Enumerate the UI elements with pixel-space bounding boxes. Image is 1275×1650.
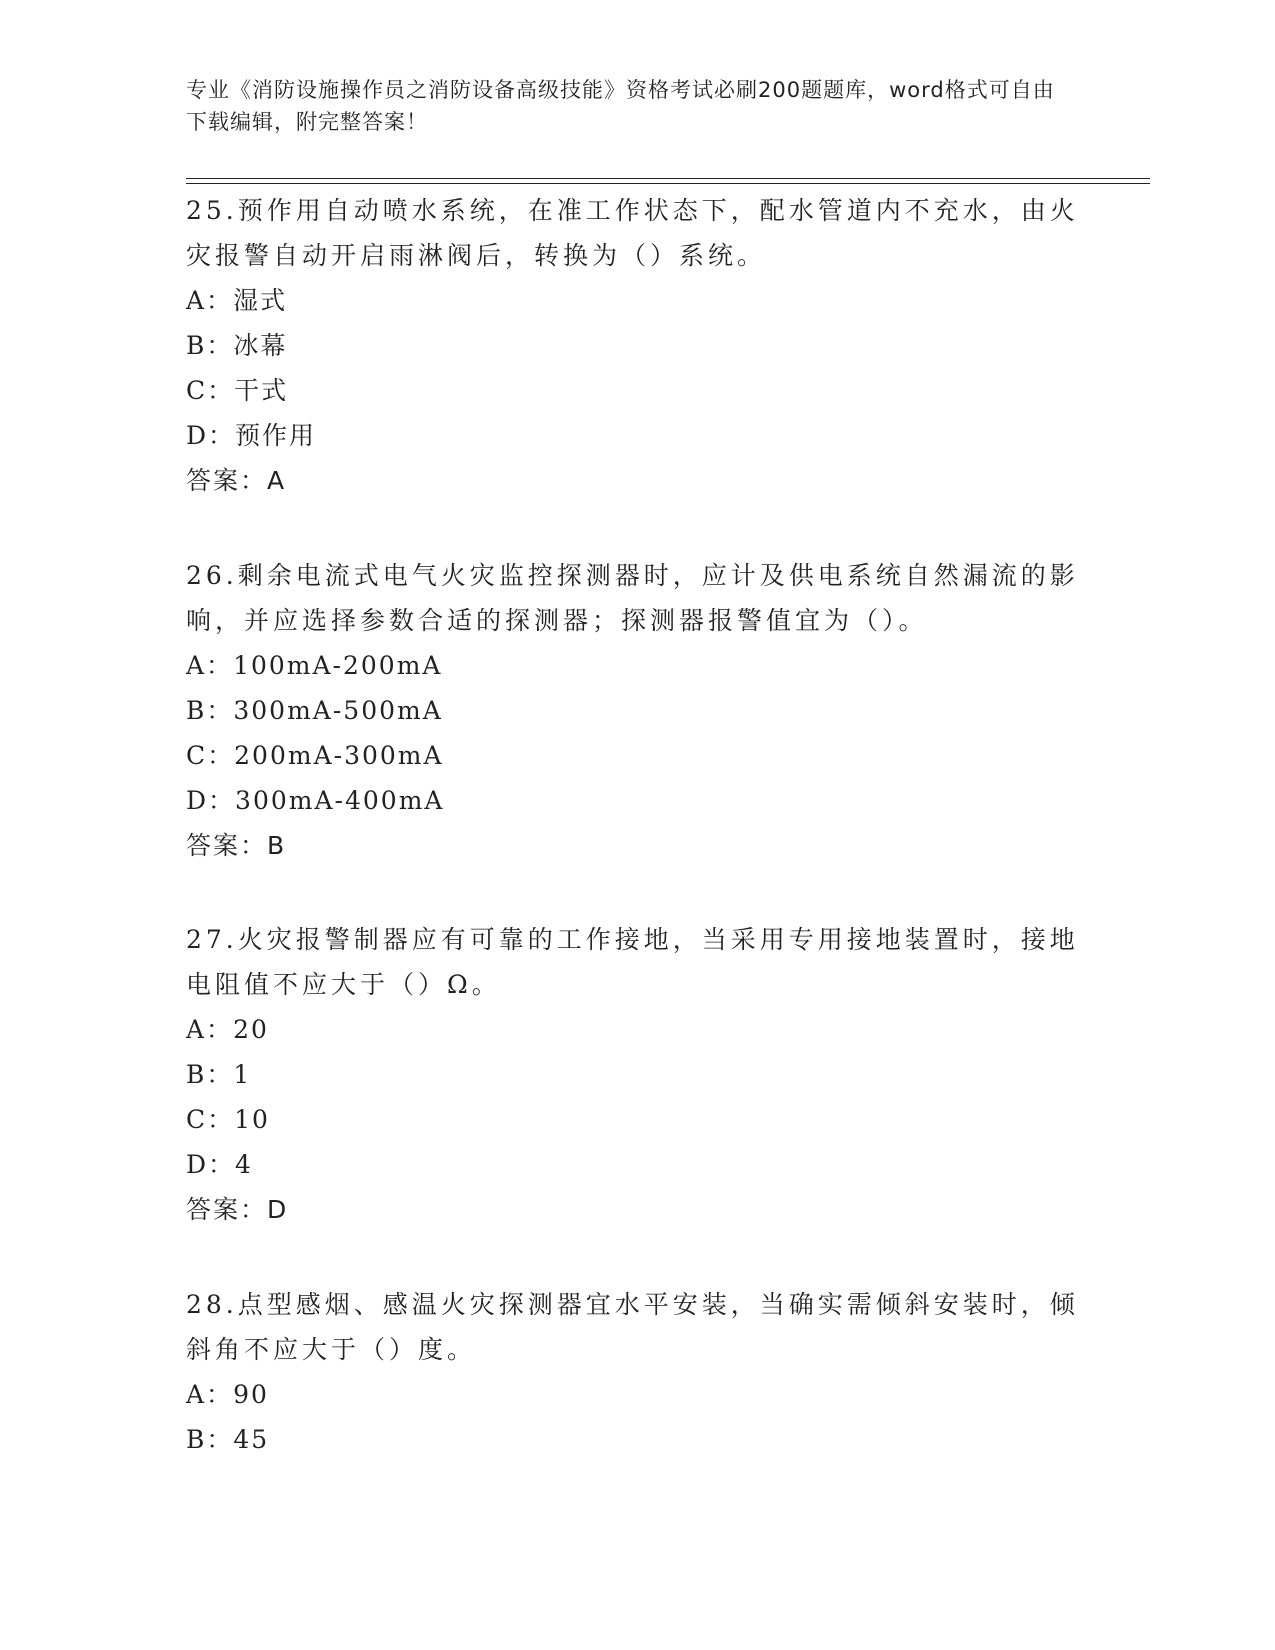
answer-label: 答案： (186, 466, 268, 495)
option-c (186, 368, 1086, 413)
option-key: C： (186, 741, 235, 770)
option-key: A： (186, 1380, 234, 1409)
option-key: D： (186, 1150, 236, 1179)
option-a (186, 278, 1086, 323)
option-d (186, 413, 1086, 458)
option-text: 预作用 (235, 421, 317, 450)
option-text: 20 (233, 1015, 269, 1044)
option-text: 4 (235, 1150, 253, 1179)
option-b (186, 323, 1086, 368)
question-28 (186, 1282, 1086, 1462)
option-text: 90 (233, 1380, 269, 1409)
option-text: 100mA-200mA (233, 651, 443, 680)
option-c (186, 733, 1086, 778)
question-stem: 27.火灾报警制器应有可靠的工作接地，当采用专用接地装置时，接地电阻值不应大于（）Ω。 (186, 925, 1079, 999)
option-key: A： (186, 286, 234, 315)
option-text: 冰幕 (233, 331, 288, 360)
option-text: 300mA-500mA (233, 696, 443, 725)
question-stem: 26.剩余电流式电气火灾监控探测器时，应计及供电系统自然漏流的影响，并应选择参数合适的探测器；探测器报警值宜为（）。 (186, 561, 1079, 635)
question-stem: 28.点型感烟、感温火灾探测器宜水平安装，当确实需倾斜安装时，倾斜角不应大于（）度。 (186, 1290, 1079, 1364)
option-key: B： (186, 1060, 234, 1089)
option-a (186, 1372, 1086, 1417)
option-text: 200mA-300mA (234, 741, 444, 770)
option-d (186, 1142, 1086, 1187)
document-header: 专业《消防设施操作员之消防设备高级技能》资格考试必刷200题题库，word格式可自由下载编辑，附完整答案！ (186, 78, 1055, 134)
option-text: 1 (233, 1060, 252, 1089)
option-text: 45 (233, 1425, 270, 1454)
answer-value: B (267, 831, 287, 860)
option-text: 10 (234, 1105, 270, 1134)
question-27 (186, 917, 1086, 1232)
option-text: 300mA-400mA (235, 786, 445, 815)
option-d (186, 778, 1086, 823)
question-stem: 25.预作用自动喷水系统，在准工作状态下，配水管道内不充水，由火灾报警自动开启雨淋阀后，转换为（）系统。 (186, 196, 1079, 270)
question-25 (186, 188, 1086, 503)
option-key: C： (186, 1105, 235, 1134)
option-key: B： (186, 331, 234, 360)
option-b (186, 1417, 1086, 1462)
option-text: 湿式 (233, 286, 288, 315)
option-b (186, 1052, 1086, 1097)
answer-label: 答案： (186, 831, 268, 860)
answer-label: 答案： (186, 1195, 268, 1224)
answer-line (186, 458, 1086, 503)
header-divider-top (186, 178, 1150, 179)
option-c (186, 1097, 1086, 1142)
option-a (186, 643, 1086, 688)
option-key: B： (186, 696, 234, 725)
answer-value: D (267, 1195, 289, 1224)
question-26 (186, 553, 1086, 868)
option-key: D： (186, 786, 236, 815)
option-text: 干式 (234, 376, 289, 405)
answer-value: A (267, 466, 287, 495)
option-key: B： (186, 1425, 234, 1454)
option-key: A： (186, 1015, 234, 1044)
option-key: D： (186, 421, 236, 450)
option-key: A： (186, 651, 234, 680)
option-b (186, 688, 1086, 733)
answer-line (186, 1187, 1086, 1232)
option-a (186, 1007, 1086, 1052)
answer-line (186, 823, 1086, 868)
header-divider-bottom (186, 183, 1150, 184)
option-key: C： (186, 376, 235, 405)
